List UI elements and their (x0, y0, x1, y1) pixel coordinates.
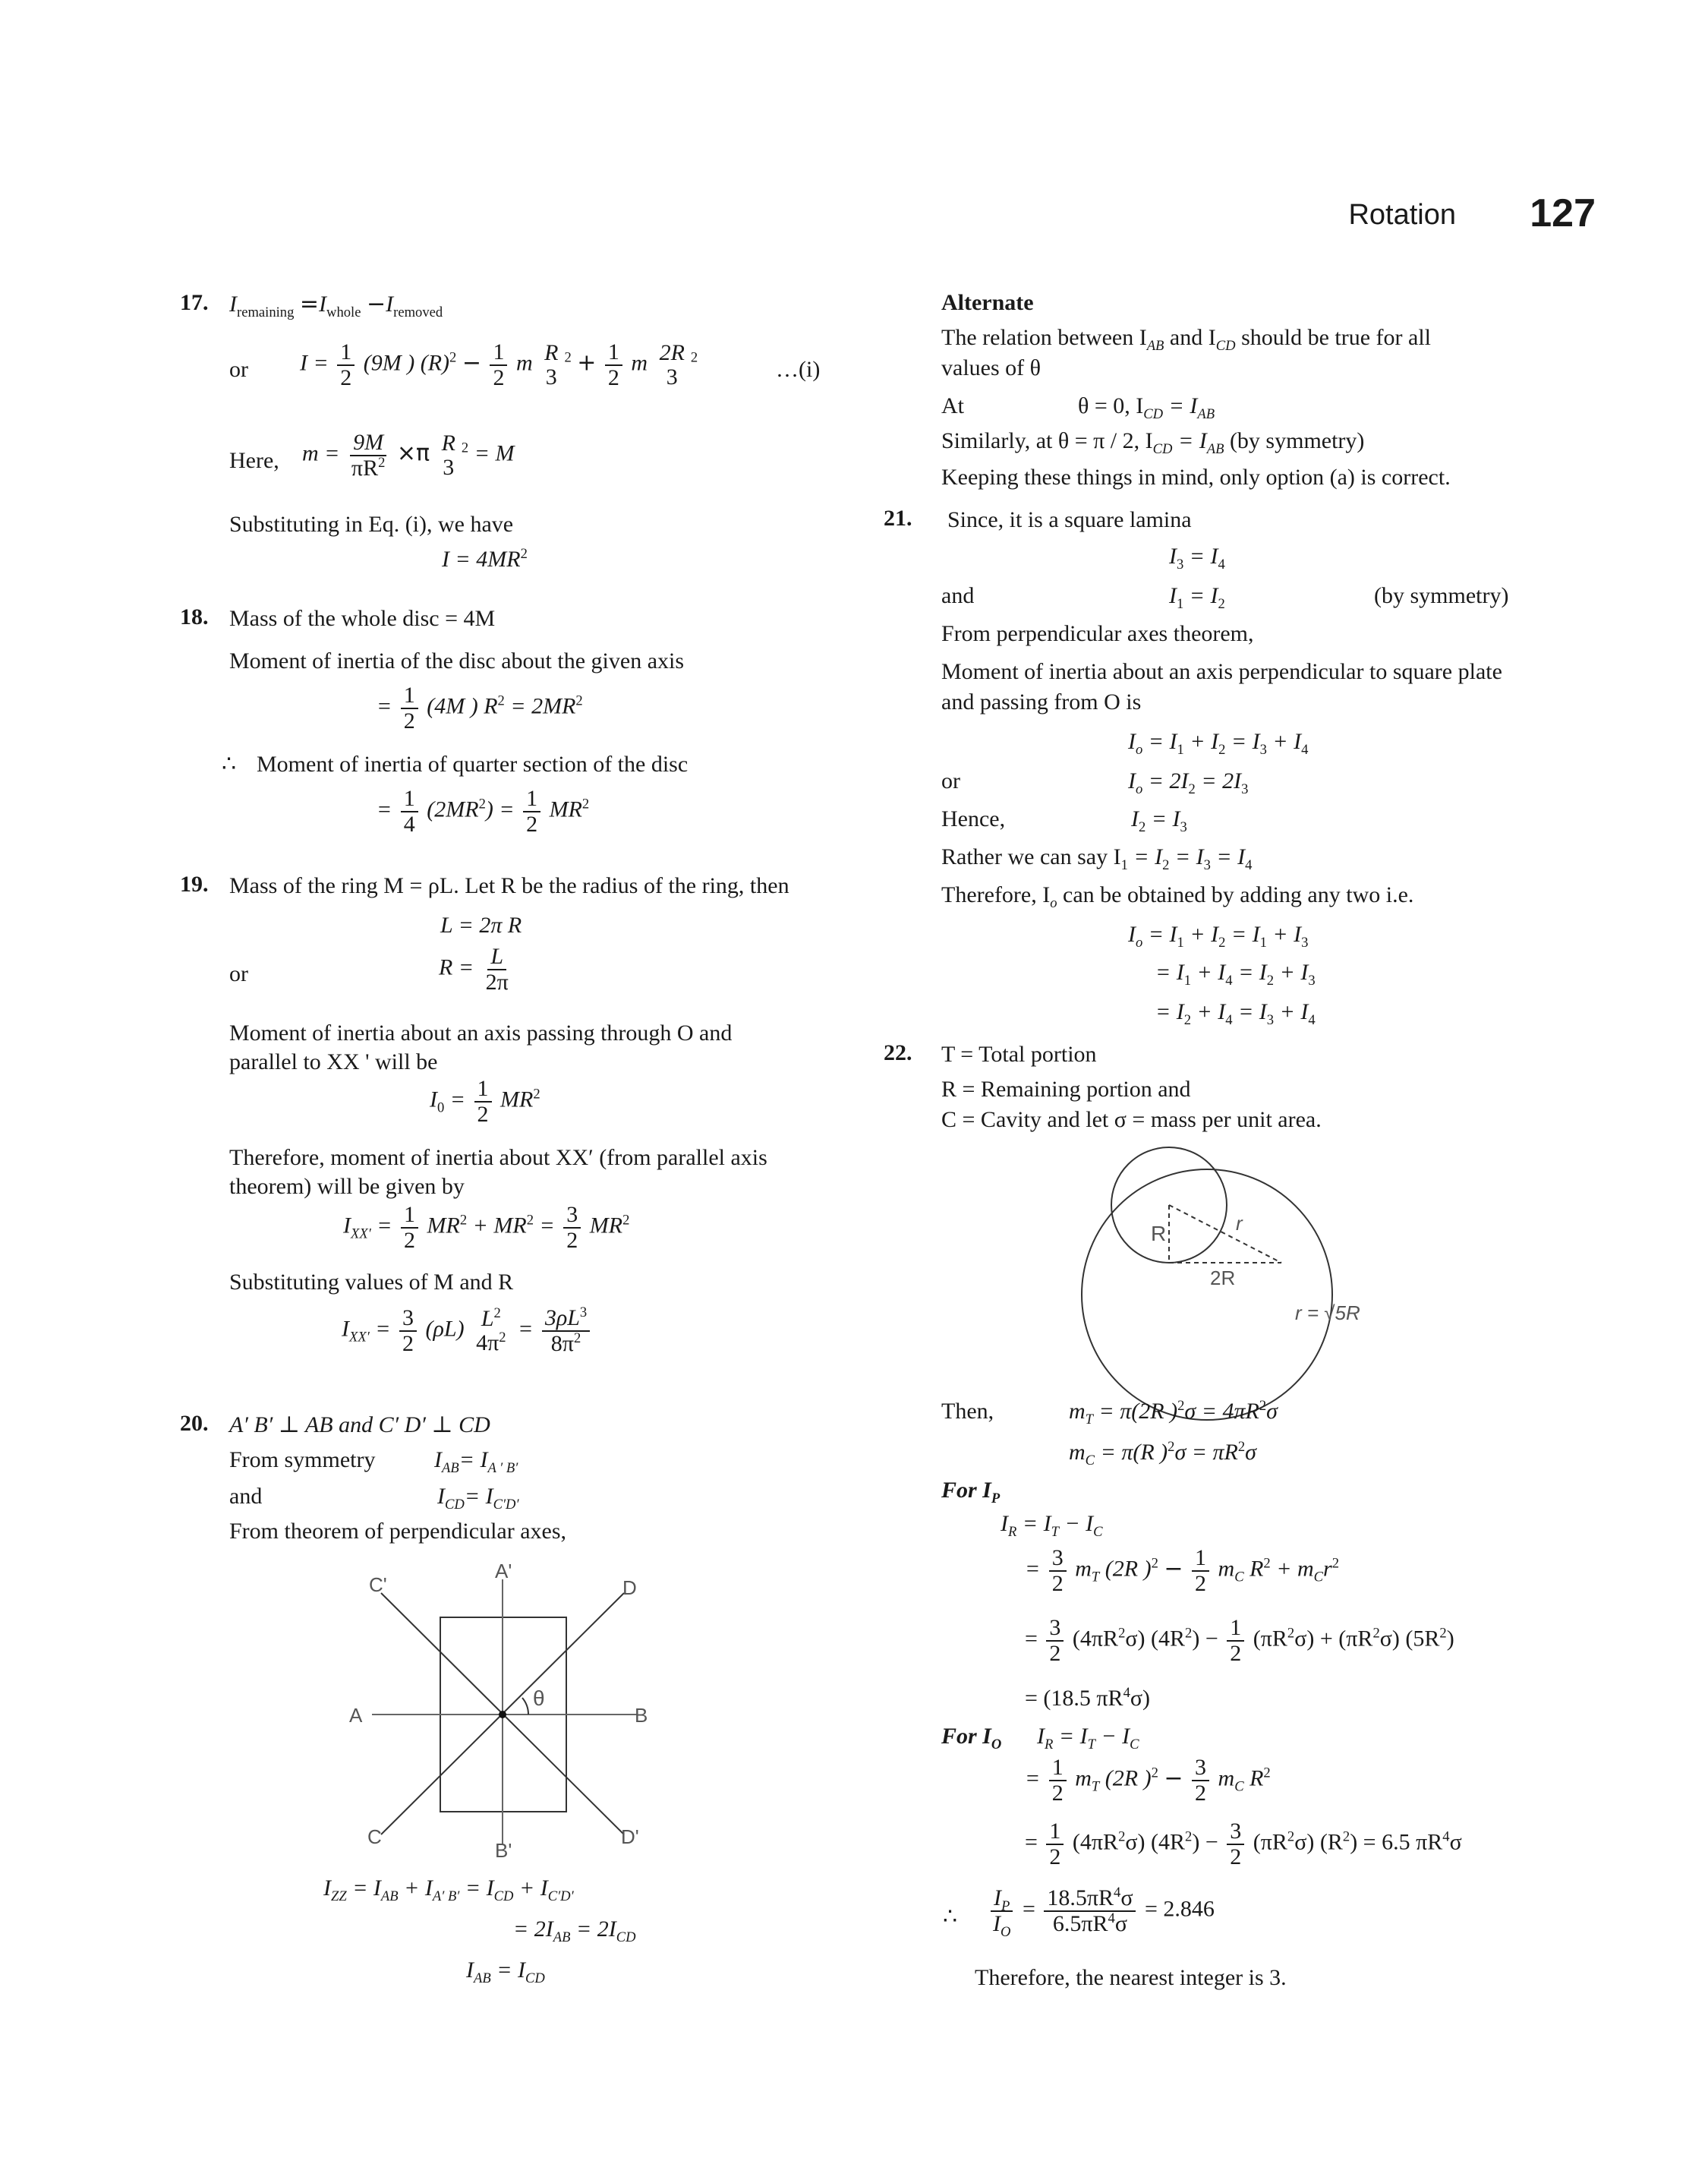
label-b: B (635, 1704, 648, 1727)
and-label: and (941, 583, 975, 608)
text-line: Moment of inertia of the disc about the given axis (229, 648, 685, 674)
perpendicular-axes-figure (334, 1557, 683, 1860)
text-line: Rather we can say $I_1 = I_2 = I_3 = I_4$ (941, 844, 1253, 873)
here-label: Here, (229, 448, 279, 473)
text-line: parallel to XX ' will be (229, 1049, 438, 1074)
label-c-bottom: C (367, 1825, 382, 1848)
question-number: 17. (180, 290, 209, 315)
question-number: 21. (884, 506, 912, 531)
equation-line: = $2I_{AB} = 2I_{CD}$ (513, 1916, 636, 1945)
running-title: Rotation (1348, 199, 1456, 231)
equation-line: $I_{ZZ} = I_{AB} + I_{A' B'} = I_{CD} + I_{C'D'}$ (323, 1875, 574, 1904)
equation-line: $I_3 = I_4$ (1169, 544, 1225, 573)
equation-line: $I_{CD}= I_{C'D'}$ (437, 1484, 519, 1513)
outer-disc (1082, 1169, 1332, 1420)
text-line: From symmetry (229, 1447, 376, 1472)
equation-line: = $\frac{3}{2}$ $m_T$ (2R )$^2$ − $\frac{1}{2}$ $m_C$ $R^2 + m_Cr^2$ (1025, 1545, 1340, 1596)
hence-label: Hence, (941, 806, 1006, 831)
question-number: 22. (884, 1040, 912, 1065)
equation-line: = $\frac{1}{4}$ $(2MR^2)$ = $\frac{1}{2}$ $MR^2$ (377, 786, 590, 837)
therefore-symbol: ∴ (222, 752, 237, 777)
text-line: (by symmetry) (1374, 583, 1509, 608)
at-label: At (941, 393, 964, 418)
label-r-capital: R (1151, 1222, 1167, 1245)
text-line: Moment of inertia about an axis perpendicular to square plate (941, 659, 1502, 684)
equation-line: = (18.5 $\pi R^4\sigma$) (1025, 1685, 1151, 1711)
equation-line: $I_{AB}= I_{A ' B'}$ (434, 1447, 518, 1476)
text-line: Mass of the whole disc = 4M (229, 606, 496, 631)
and-label: and (229, 1484, 263, 1509)
section-heading: For $I_P$ (941, 1478, 1001, 1506)
text-line: theorem) will be given by (229, 1174, 465, 1199)
text-line: Therefore, $I_o$ can be obtained by adding any two i.e. (941, 882, 1414, 911)
equation-line: I = $\frac{1}{2}$ (9M ) $(R)^2$ − $\frac{1}{2}$ m R 3 $^2$ + $\frac{1}{2}$ m 2R 3 $^2$ (300, 339, 698, 390)
text-line: Moment of inertia of quarter section of the disc (257, 752, 689, 777)
equation-line: = $\frac{1}{2}$ $(4\pi R^2\sigma) (4R^2)$ − $\frac{3}{2}$ $(\pi R^2\sigma) (R^2) = 6.5$ $\pi R^4\sigma$ (1025, 1819, 1462, 1869)
equation-line: $I_R = I_T - I_C$ (1001, 1511, 1103, 1540)
label-a: A (349, 1704, 363, 1727)
text-line: values of θ (941, 355, 1042, 380)
equation-line: = $I_2 + I_4 = I_3 + I_4$ (1155, 999, 1316, 1028)
page-number: 127 (1530, 191, 1596, 235)
equation-line: $I_R = I_T - I_C$ (1037, 1724, 1139, 1752)
equation-line: $I_1 = I_2$ (1169, 583, 1225, 612)
section-heading: Alternate (941, 290, 1034, 315)
label-d-bottom: D' (621, 1825, 639, 1848)
question-number: 18. (180, 604, 209, 629)
label-b-bottom: B' (495, 1839, 512, 1860)
equation-line: $I_o = I_1 + I_2 = I_1 + I_3$ (1128, 922, 1309, 951)
equation-line: $I_{remaining} =I_{whole} -I_{removed}$ (229, 291, 443, 320)
text-line: Moment of inertia about an axis passing through O and (229, 1021, 733, 1046)
text-line: From theorem of perpendicular axes, (229, 1519, 567, 1544)
equation-line: $I_{XX'}$ = $\frac{3}{2}$ (ρL) $L^2$ $4\pi^2$ = $\frac{3\rho L^3}{8\pi^2}$ (342, 1306, 593, 1355)
text-line: Keeping these things in mind, only option (a) is correct. (941, 465, 1451, 490)
label-a-top: A' (495, 1560, 512, 1582)
equation-line: R = $\frac{L}{2\pi}$ (439, 944, 509, 995)
text-line: Substituting in Eq. (i), we have (229, 512, 514, 537)
question-number: 19. (180, 872, 209, 897)
section-heading: For $I_O$ (941, 1724, 1002, 1752)
equation-line: $I_{AB} = I_{CD}$ (466, 1957, 545, 1986)
text-line: Mass of the ring M = ρL. Let R be the radius of the ring, then (229, 873, 789, 898)
text-line: C = Cavity and let σ = mass per unit area. (941, 1107, 1322, 1132)
label-d-top: D (622, 1576, 637, 1599)
text-line: and passing from O is (941, 689, 1142, 715)
equation-line: m = $\frac{9M}{\pi R^2}$ ×π R 3 $^2$ = M (302, 430, 515, 481)
text-line: Substituting values of M and R (229, 1270, 514, 1295)
result-line: $I = 4MR^2$ (442, 546, 528, 572)
equation-line: θ = 0, $I_{CD} = I_{AB}$ (1078, 393, 1215, 422)
or-label: or (941, 768, 960, 793)
or-label: or (229, 961, 248, 986)
equation-line: = $\frac{1}{2}$ (4M ) $R^2 = 2MR^2$ (377, 683, 583, 733)
equation-line: $\frac{I_P}{I_O}$ = $\frac{18.5\pi R^4\sigma}{6.5\pi R^4\sigma}$ = 2.846 (987, 1886, 1215, 1935)
equation-line: $I_{XX'}$ = $\frac{1}{2}$ $MR^2 + MR^2$ = $\frac{3}{2}$ $MR^2$ (343, 1202, 630, 1253)
label-theta: θ (533, 1686, 545, 1710)
equation-line: $I_o = 2I_2 = 2I_3$ (1128, 768, 1249, 797)
text-line: From perpendicular axes theorem, (941, 621, 1254, 646)
hypotenuse-line (1169, 1205, 1281, 1263)
equation-line: = $\frac{3}{2}$ $(4\pi R^2\sigma) (4R^2)$ − $\frac{1}{2}$ $(\pi R^2\sigma) + (\pi R^2\sigma)$ $(5R^2)$ (1025, 1615, 1454, 1666)
equation-line: = $I_1 + I_4 = I_2 + I_3$ (1155, 960, 1316, 989)
or-label: or (229, 357, 248, 382)
question-number: 20. (180, 1411, 209, 1436)
equation-line: $I_o = I_1 + I_2 = I_3 + I_4$ (1128, 729, 1309, 758)
text-line: R = Remaining portion and (941, 1077, 1191, 1102)
equation-line: L = 2π R (440, 913, 522, 938)
text-line: Therefore, moment of inertia about XX′ (from parallel axis (229, 1145, 767, 1170)
equation-line: = $\frac{1}{2}$ $m_T$ (2R )$^2$ − $\frac{3}{2}$ $m_C$ $R^2$ (1025, 1755, 1271, 1806)
equation-line: $I_2 = I_3$ (1131, 806, 1187, 835)
equation-tag: …(i) (776, 357, 821, 382)
equation-line: $m_T = \pi(2R$ )$^2\sigma = 4\pi R^2\sigma$ (1069, 1398, 1278, 1427)
therefore-symbol: ∴ (943, 1904, 958, 1929)
label-2r: 2R (1210, 1267, 1236, 1289)
text-line: Similarly, at θ = π / 2, $I_{CD} = I_{AB}$ (by symmetry) (941, 428, 1365, 457)
text-line: T = Total portion (941, 1042, 1097, 1067)
equation-line: $m_C = \pi(R$ )$^2\sigma = \pi R^2\sigma$ (1069, 1439, 1256, 1468)
text-line: The relation between $I_{AB}$ and $I_{CD}$ should be true for all (941, 325, 1432, 354)
origin-point (499, 1711, 506, 1718)
equation-line: $I_0$ = $\frac{1}{2}$ $MR^2$ (430, 1076, 540, 1127)
label-r: r (1236, 1212, 1243, 1235)
text-line: A′ B′ ⊥ AB and C′ D′ ⊥ CD (229, 1412, 490, 1437)
disc-cavity-figure (1048, 1139, 1382, 1427)
text-line: Therefore, the nearest integer is 3. (975, 1965, 1287, 1990)
text-line: Since, it is a square lamina (947, 507, 1192, 532)
label-r-eq: r = √5R (1295, 1301, 1360, 1324)
then-label: Then, (941, 1399, 994, 1424)
label-c-top: C' (369, 1573, 387, 1596)
theta-arc (522, 1698, 528, 1715)
